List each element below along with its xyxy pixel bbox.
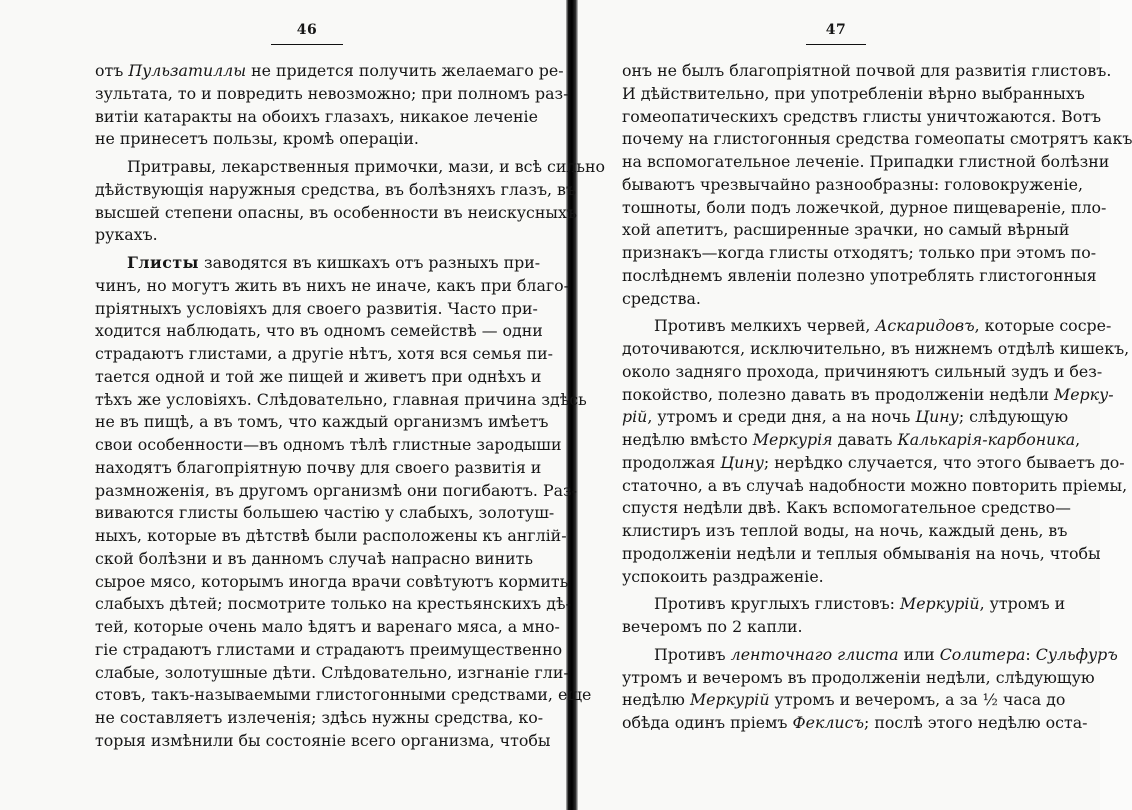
text-run: страдаютъ глистами, а другіе нѣтъ, хотя вся семья пи- [95,344,554,363]
text-line [95,411,549,434]
text-line [95,202,577,225]
text-run: , утромъ и [979,594,1066,614]
text-run: доточиваются, исключительно, въ нижнемъ отдѣлѣ кишекъ, [622,339,1130,358]
text-line [622,429,1081,452]
text-line [622,315,1112,338]
italic-term: Меркурій [689,690,770,710]
text-line [622,406,1069,429]
text-run: около задняго прохода, причиняютъ сильный зудъ и без- [622,361,1103,381]
text-run: недѣлю [622,690,690,710]
text-run: заводятся въ кишкахъ отъ разныхъ при- [199,253,541,272]
text-line [95,298,538,321]
italic-term: Солитера [939,644,1026,664]
text-run: почему на глистогонныя средства гомеопаты смотрятъ какъ [622,129,1132,149]
text-run: тей, которые очень мало ѣдятъ и варенаго мяса, а мно- [95,617,560,636]
text-run: признакъ—когда глисты отходятъ; только при этомъ по- [622,243,1097,262]
text-run: тается одной и той же пищей и живетъ при однѣхъ и [95,366,542,386]
text-line [622,712,1088,735]
text-line [622,452,1125,475]
text-line [95,616,560,639]
text-line [622,288,1047,311]
text-line [622,497,1071,520]
text-run: отъ [95,61,129,80]
text-run: находятъ благопріятную почву для своего развитія и [95,457,542,477]
text-run: утромъ и вечеромъ въ продолженіи недѣли, слѣдующую [622,667,1095,687]
text-line [95,684,592,707]
text-run: статочно, а въ случаѣ надобности можно повторить пріемы, [622,475,1128,495]
text-run: слабые, золотушные дѣти. Слѣдовательно, изгнаніе гли- [95,662,569,682]
text-run: продолжая [622,452,721,472]
text-line [95,593,571,616]
text-run: не составляетъ излеченія; здѣсь нужны средства, ко- [95,708,544,727]
text-run: сырое мясо, которымъ иногда врачи совѣтуютъ кормить [95,571,569,591]
text-run: недѣлю вмѣсто [622,430,753,449]
text-line [622,83,1085,106]
bold-term: Глисты [127,253,200,272]
italic-term: Феклисъ [792,713,864,732]
text-line [622,60,1112,83]
text-run: : [1025,644,1036,664]
text-line [622,475,1128,498]
text-run: размноженія, въ другомъ организмѣ они погибаютъ. Раз- [95,480,577,500]
text-line [622,151,1110,174]
text-run: витіи катаракты на обоихъ глазахъ, никакое леченіе [95,106,538,126]
text-run: стовъ, такъ-называемыми глистогонными средствами, еще [95,685,592,705]
text-run: слабыхъ дѣтей; посмотрите только на крестьянскихъ дѣ- [95,594,571,614]
text-line [95,106,538,129]
text-run: покойство, полезно давать въ продолженіи недѣли [622,384,1055,404]
text-line [95,179,577,202]
text-line [622,106,1102,129]
italic-term: Цину [720,452,764,472]
text-line [95,707,544,730]
italic-term: Меркурій [900,594,980,614]
text-run: тошноты, боли подъ ложечкой, дурное пищевареніе, пло- [622,197,1107,217]
text-run: Противъ круглыхъ глистовъ: [654,594,901,614]
text-line [622,219,1070,242]
text-run: ходится наблюдать, что въ одномъ семействѣ — одни [95,321,543,341]
text-line [622,265,1097,288]
page-number-rule-left [271,44,343,45]
text-run: послѣднемъ явленіи полезно употреблять глистогонныя [622,265,1097,285]
text-run: спустя недѣли двѣ. Какъ вспомогательное средство— [622,498,1071,518]
text-line [95,548,533,571]
text-run: утромъ и вечеромъ, а за ½ часа до [769,690,1066,710]
text-line [95,662,569,685]
text-run: И дѣйствительно, при употребленіи вѣрно выбранныхъ [622,83,1085,103]
text-line [95,571,569,594]
text-run: ; нерѣдко случается, что этого бываетъ до- [763,452,1125,472]
text-line [622,566,1047,589]
text-line [622,689,1066,712]
text-line [95,252,541,275]
text-line [95,389,587,412]
italic-term: Сульфуръ [1035,644,1118,664]
text-run: Противъ [654,644,731,664]
left-page-text [95,60,606,753]
text-line [95,502,555,525]
text-line [622,242,1097,265]
text-line [622,543,1101,566]
text-line [622,338,1130,361]
text-line [95,434,562,457]
italic-term: Калькарія-карбоника [897,430,1076,449]
text-run: бываютъ чрезвычайно разнообразны: головокруженіе, [622,174,1084,194]
italic-term: Цину [915,407,959,427]
text-run: высшей степени опасны, въ особенности въ неискусныхъ [95,202,577,222]
text-run: средства. [622,288,701,308]
text-line [622,593,1066,616]
text-run: успокоить раздраженіе. [622,566,824,586]
text-line [95,60,564,83]
text-run: обѣда одинъ пріемъ [622,713,793,732]
page-number-right: 47 [825,22,847,38]
text-run: торыя измѣнили бы состояніе всего организма, чтобы [95,730,551,750]
text-line [95,320,543,343]
text-run: виваются глисты большею частію у слабыхъ, золотуш- [95,503,555,523]
italic-term: ленточнаго глиста [730,644,899,664]
text-run: продолженіи недѣли и теплыя обмыванія на ночь, чтобы [622,543,1101,563]
right-page-text [622,60,1132,735]
text-run: , которые сосре- [974,316,1112,336]
text-line [95,639,563,662]
text-line [95,480,577,503]
text-run: , утромъ и среди дня, а на ночь [647,407,916,427]
text-line [95,343,554,366]
italic-term: Мерку- [1054,384,1114,404]
text-line [95,83,569,106]
text-line [95,457,542,480]
page-number-left: 46 [296,22,318,38]
text-run: не въ пищѣ, а въ томъ, что каждый организмъ имѣетъ [95,412,549,432]
text-run: чинъ, но могутъ жить въ нихъ не иначе, какъ при благо- [95,275,569,295]
text-run: онъ не былъ благопріятной почвой для развитія глистовъ. [622,61,1112,80]
text-run: гомеопатическихъ средствъ глисты уничтожаются. Вотъ [622,106,1102,126]
italic-term: Аскаридовъ [875,316,975,336]
text-run: ; слѣдующую [958,407,1069,427]
text-line [95,366,542,389]
text-line [95,275,569,298]
text-run: на вспомогательное леченіе. Припадки глистной болѣзни [622,152,1110,171]
text-line [95,730,551,753]
text-run: гіе страдаютъ глистами и страдаютъ преимущественно [95,639,563,659]
text-run: зультата, то и повредить невозможно; при полномъ раз- [95,83,569,103]
text-run: ныхъ, которые въ дѣтствѣ были расположены къ англій- [95,526,567,545]
text-line [622,644,1118,667]
text-line [622,667,1095,690]
text-run: дѣйствующія наружныя средства, въ болѣзняхъ глазъ, въ [95,179,577,199]
text-run: Противъ мелкихъ червей, [654,316,876,336]
text-line [622,197,1107,220]
text-line [622,174,1084,197]
text-run: не придется получить желаемаго ре- [246,61,564,80]
italic-term: рій [622,407,648,427]
text-run: хой апетитъ, расширенные зрачки, но самый вѣрный [622,220,1070,240]
text-line [622,616,1047,639]
text-run: ; послѣ этого недѣлю оста- [864,713,1088,732]
page-number-rule-right [806,44,866,45]
text-run: давать [832,430,898,449]
text-run: тѣхъ же условіяхъ. Слѣдовательно, главная причина здѣсь [95,389,587,409]
text-line [95,224,521,247]
text-line [95,525,567,548]
italic-term: Пульзатиллы [128,61,247,80]
text-run: не принесетъ пользы, кромѣ операціи. [95,129,419,149]
text-line [622,361,1103,384]
text-run: ской болѣзни и въ данномъ случаѣ напрасно винить [95,548,533,568]
text-run: или [898,644,940,664]
text-line [95,128,521,151]
text-run: свои особенности—въ одномъ тѣлѣ глистные зародыши [95,435,562,454]
text-run: клистиръ изъ теплой воды, на ночь, каждый день, въ [622,521,1068,540]
text-line [95,156,606,179]
text-run: , [1075,430,1081,449]
text-run: вечеромъ по 2 капли. [622,617,803,636]
text-line [622,384,1114,407]
text-line [622,520,1068,543]
italic-term: Меркурія [752,430,833,449]
text-run: рукахъ. [95,225,158,245]
text-line [622,128,1132,151]
text-run: пріятныхъ условіяхъ для своего развитія. Часто при- [95,298,538,318]
text-run: Притравы, лекарственныя примочки, мази, и всѣ сильно [127,157,606,176]
